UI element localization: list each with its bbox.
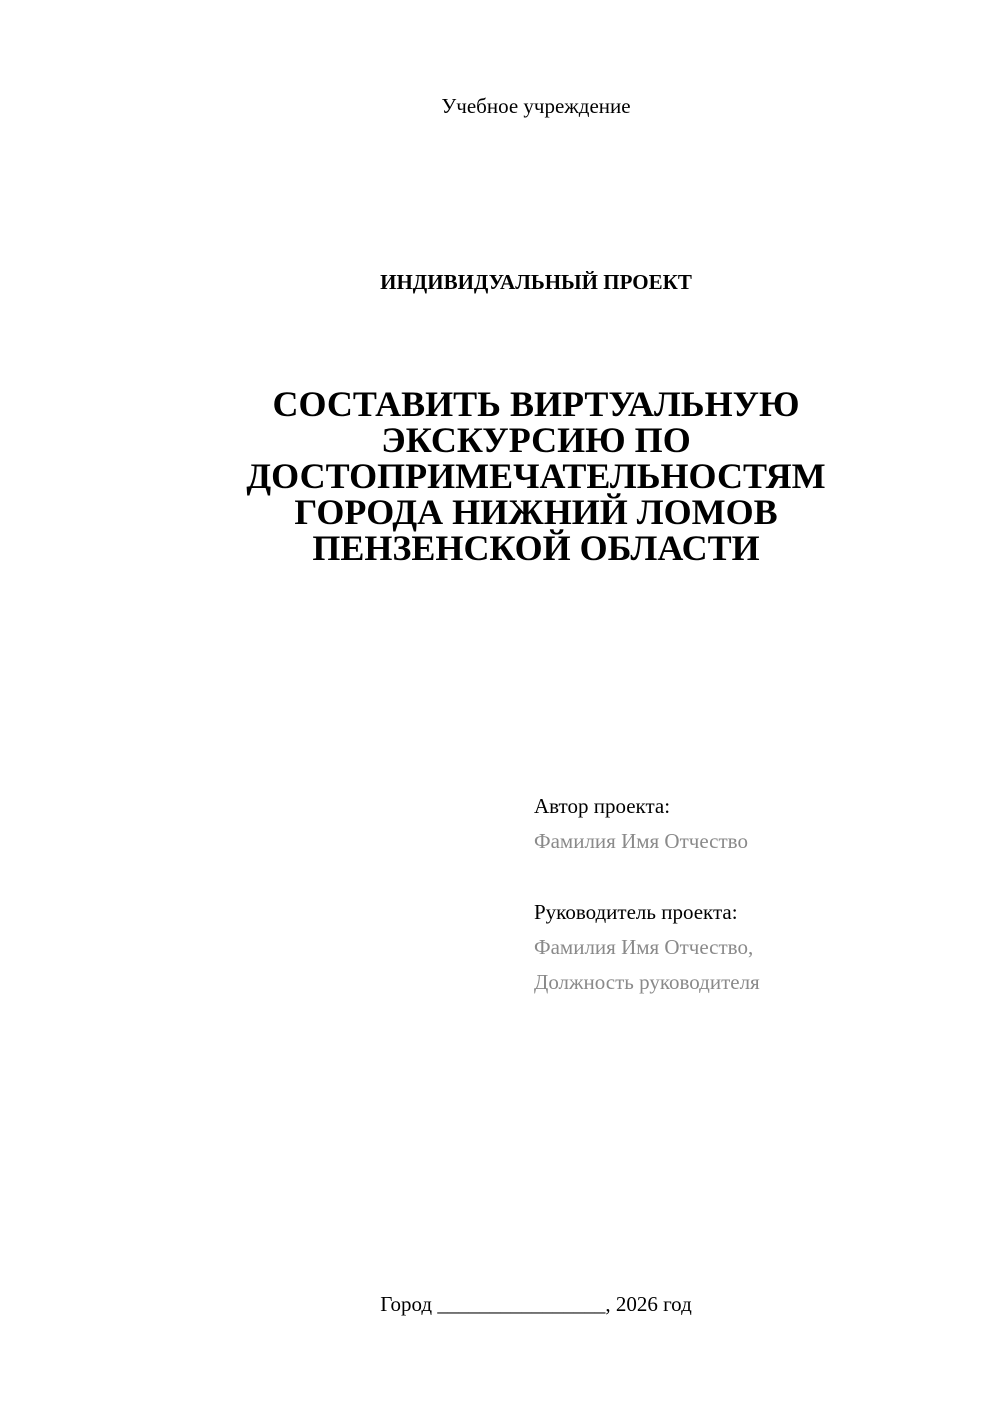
institution-name: Учебное учреждение [441,94,631,118]
supervisor-position: Должность руководителя [534,970,760,994]
city-year-line: Город ________________, 2026 год [380,1292,692,1316]
project-title-line: ГОРОДА НИЖНИЙ ЛОМОВ [294,492,778,532]
project-type-heading: ИНДИВИДУАЛЬНЫЙ ПРОЕКТ [380,270,692,294]
supervisor-block [534,895,760,1000]
author-block [534,789,748,859]
project-title-line: ПЕНЗЕНСКОЙ ОБЛАСТИ [312,528,760,568]
project-title-line: ДОСТОПРИМЕЧАТЕЛЬНОСТЯМ [246,456,826,496]
supervisor-label: Руководитель проекта: [534,900,738,924]
project-title-line: СОСТАВИТЬ ВИРТУАЛЬНУЮ [272,384,800,424]
supervisor-name: Фамилия Имя Отчество, [534,935,754,959]
author-label: Автор проекта: [534,794,671,818]
author-name: Фамилия Имя Отчество [534,829,748,853]
project-title-line: ЭКСКУРСИЮ ПО [381,420,691,460]
project-title [200,386,872,566]
